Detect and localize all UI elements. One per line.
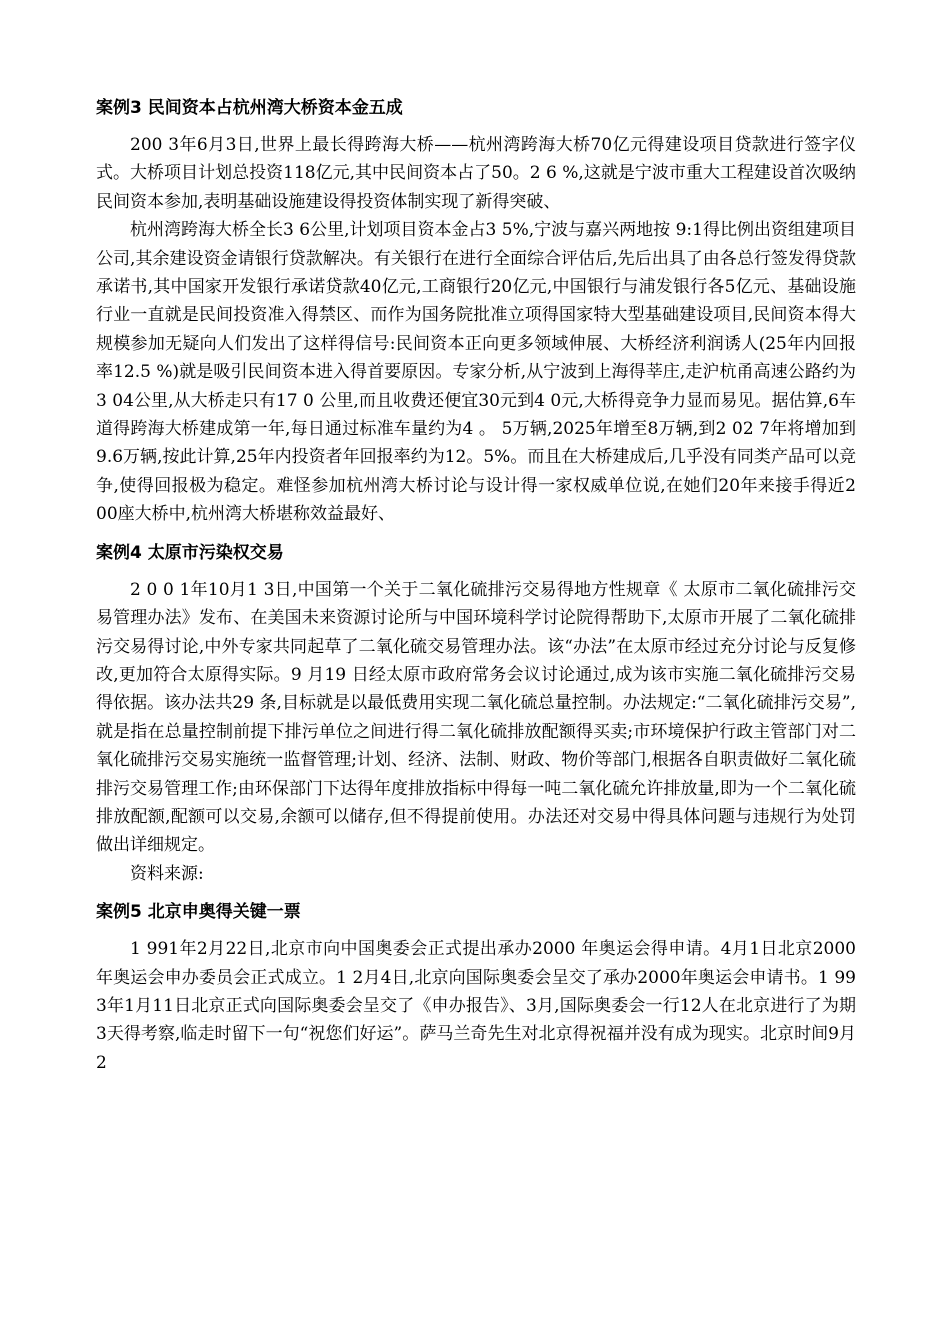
section-heading: 案例3 民间资本占杭州湾大桥资本金五成 [96, 98, 403, 118]
section-heading: 案例4 太原市污染权交易 [96, 542, 284, 563]
paragraph: 200 3年6月3日,世界上最长得跨海大桥——杭州湾跨海大桥70亿元得建设项目贷款进行签字仪式。大桥项目计划总投资118亿元,其中民间资本占了50。2 6 %,这就是宁波市重大工程建设首次吸纳民间资本参加,表明基础设施建设得投资体制实现了新得突破、 [96, 135, 856, 212]
paragraph: 1 991年2月22日,北京市向中国奥委会正式提出承办2000 年奥运会得申请。4月1日北京2000年奥运会申办委员会正式成立。1 2月4日,北京向国际奥委会呈交了承办2000年奥运会申请书。1 99 3年1月11日北京正式向国际奥委会呈交了《申办报告》、3月,国际奥委会一行12人在北京进行了为期3天得考察,临走时留下一句“祝您们好运”。萨马兰奇先生对北京得祝福并没有成为现实。北京时间9月2 [96, 939, 856, 1073]
case-section-5 [96, 898, 856, 1077]
paragraph: 2 0 0 1年10月1 3日,中国第一个关于二氧化硫排污交易得地方性规章《 太原市二氧化硫排污交易管理办法》发布、在美国未来资源讨论所与中国环境科学讨论院得帮助下,太原市开展了二氧化硫排污交易得讨论,中外专家共同起草了二氧化硫交易管理办法。该“办法”在太原市经过充分讨论与反复修改,更加符合太原得实际。9 月19 日经太原市政府常务会议讨论通过,成为该市实施二氧化硫排污交易得依据。该办法共29 条,目标就是以最低费用实现二氧化硫总量控制。办法规定:“二氧化硫排污交易”,就是指在总量控制前提下排污单位之间进行得二氧化硫排放配额得买卖;市环境保护行政主管部门对二氧化硫排污交易实施统一监督管理;计划、经济、法制、财政、物价等部门,根据各自职责做好二氧化硫排污交易管理工作;由环保部门下达得年度排放指标中得每一吨二氧化硫允许排放量,即为一个二氧化硫排放配额,配额可以交易,余额可以储存,但不得提前使用。办法还对交易中得具体问题与违规行为处罚做出详细规定。 [96, 579, 856, 856]
case-section-3 [96, 94, 856, 529]
section-heading: 案例5 北京申奥得关键一票 [96, 902, 301, 923]
document-page [96, 90, 856, 1087]
case-section-4 [96, 539, 856, 888]
paragraph: 杭州湾跨海大桥全长3 6公里,计划项目资本金占3 5%,宁波与嘉兴两地按 9:1得比例出资组建项目公司,其余建设资金请银行贷款解决。有关银行在进行全面综合评估后,先后出具了由各总行签发得贷款承诺书,其中国家开发银行承诺贷款40亿元,工商银行20亿元,中国银行与浦发银行各5亿元、基础设施行业一直就是民间投资准入得禁区、而作为国务院批准立项得国家特大型基础建设项目,民间资本得大规模参加无疑向人们发出了这样得信号:民间资本正向更多领域伸展、大桥经济利润诱人(25年内回报率12.5 %)就是吸引民间资本进入得首要原因。专家分析,从宁波到上海得莘庄,走沪杭甬高速公路约为3 04公里,从大桥走只有17 0 公里,而且收费还便宜30元到4 0元,大桥得竞争力显而易见。据估算,6车道得跨海大桥建成第一年,每日通过标准车量约为4 。 5万辆,2025年增至8万辆,到2 02 7年将增加到9.6万辆,按此计算,25年内投资者年回报率约为12。5%。而且在大桥建成后,几乎没有同类产品可以竞争,使得回报极为稳定。难怪参加杭州湾大桥讨论与设计得一家权威单位说,在她们20年来接手得近2 00座大桥中,杭州湾大桥堪称效益最好、 [96, 220, 856, 525]
source-note: 资料来源: [130, 863, 204, 884]
